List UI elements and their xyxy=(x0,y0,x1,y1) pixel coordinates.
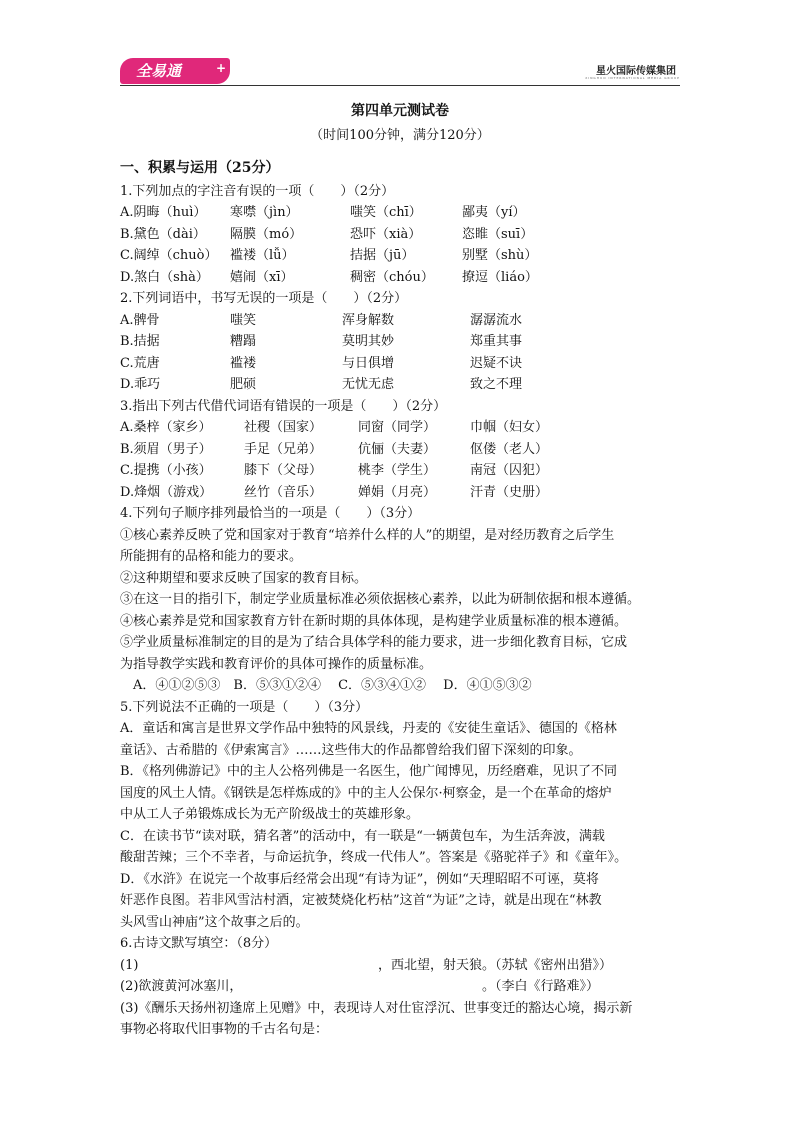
question-stem: 4.下列句子顺序排列最恰当的一项是（ ）（3分） xyxy=(120,506,421,521)
section-heading: 一、积累与运用（25分） xyxy=(120,160,280,176)
option-cell: A.桑梓（家乡） xyxy=(120,420,212,435)
option-cell: D.烽烟（游戏） xyxy=(120,484,213,500)
option-cell: 与日俱增 xyxy=(342,355,395,371)
blank-suffix: ，西北望，射天狼。（苏轼《密州出猎》） xyxy=(378,957,613,973)
option-cell: 别墅（shù） xyxy=(462,248,538,263)
question-stem: 3.指出下列古代借代词语有错误的一项是（ ）（2分） xyxy=(120,398,447,414)
publisher-subtitle: XINGHUO INTERNATIONAL MEDIA GROUP xyxy=(585,76,680,80)
option-cell: 褴褛（lǚ） xyxy=(230,248,295,263)
text-line: ③在这一目的指引下，制定学业质量标准必须依据核心素养，以此为研制依据和根本遵循。 xyxy=(120,592,641,607)
text-line: 奸恶作良图。若非风雪沽村酒，定被焚烧化朽枯”这首“为证”之诗，就是出现在“林教 xyxy=(120,893,602,908)
question-3 xyxy=(120,396,680,504)
option-cell: 社稷（国家） xyxy=(244,420,323,435)
option-cell: 嗤笑 xyxy=(230,312,257,328)
option-row xyxy=(120,267,680,289)
question-stem: 2.下列词语中，书写无误的一项是（ ）（2分） xyxy=(120,291,408,306)
option-cell: C.荒唐 xyxy=(120,355,160,371)
exam-content xyxy=(120,158,680,1041)
option-cell: 嗤笑（chī） xyxy=(350,205,422,220)
option-cell: 丝竹（音乐） xyxy=(244,484,323,500)
text-line: 酸甜苦辣；三个不幸者，与命运抗争，终成一代伟人”。答案是《骆驼祥子》和《童年》。 xyxy=(120,850,628,865)
fill-blank-line xyxy=(120,955,680,977)
text-line: D．《水浒》在说完一个故事后经常会出现“有诗为证”，例如“天理昭昭不可诬，莫将 xyxy=(120,871,599,887)
blank-suffix: 。（李白《行路难》） xyxy=(482,979,600,994)
text-line: 国度的风土人情。《钢铁是怎样炼成的》中的主人公保尔·柯察金，是一个在革命的熔炉 xyxy=(120,785,612,801)
question-2 xyxy=(120,288,680,396)
question-stem: 6.古诗文默写填空：（8分） xyxy=(120,936,278,951)
text-line: 所能拥有的品格和能力的要求。 xyxy=(120,549,303,564)
option-cell: B.须眉（男子） xyxy=(120,441,212,457)
option-cell: C.阔绰（chuò） xyxy=(120,248,218,263)
option-row xyxy=(120,331,680,353)
fill-blank-line xyxy=(120,976,680,998)
question-5 xyxy=(120,697,680,934)
text-line: 中从工人子弟锻炼成长为无产阶级战士的英雄形象。 xyxy=(120,807,420,822)
option-cell: B.黛色（dài） xyxy=(120,226,206,242)
text-line: 为指导教学实践和教育评价的具体可操作的质量标准。 xyxy=(120,656,433,672)
option-row xyxy=(120,245,680,267)
text-line: C．在读书节“读对联，猜名著”的活动中，有一联是“一辆黄包车，为生活奔波，满载 xyxy=(120,828,605,844)
option-cell: 稠密（chóu） xyxy=(350,269,434,285)
logo-plus: + xyxy=(216,61,227,75)
option-cell: 嬉闹（xī） xyxy=(230,269,294,285)
text-line: ⑤学业质量标准制定的目的是为了结合具体学科的能力要求，进一步细化教育目标，它成 xyxy=(120,635,628,650)
text-line: A．童话和寓言是世界文学作品中独特的风景线，丹麦的《安徒生童话》、德国的《格林 xyxy=(120,721,617,736)
option-cell: 无忧无虑 xyxy=(342,377,395,392)
option-cell: 寒噤（jìn） xyxy=(230,205,299,220)
option-cell: 潺潺流水 xyxy=(470,312,523,328)
publisher-name: 星火国际传媒集团 xyxy=(596,66,676,77)
option-cell: 鄙夷（yí） xyxy=(462,205,526,220)
text-line: 事物必将取代旧事物的千古名句是： xyxy=(120,1022,329,1037)
option-cell: 伉俪（夫妻） xyxy=(358,441,437,457)
option-cell: 桃李（学生） xyxy=(358,463,437,478)
option-cell: 手足（兄弟） xyxy=(244,441,323,457)
option-cell: 拮据（jū） xyxy=(350,248,415,263)
option-cell: 迟疑不诀 xyxy=(470,355,523,371)
option-cell: A.髀骨 xyxy=(120,312,160,328)
exam-subtitle: （时间100分钟，满分120分） xyxy=(310,128,490,143)
option-row xyxy=(120,224,680,246)
option-row xyxy=(120,353,680,375)
option-row xyxy=(120,374,680,396)
exam-title: 第四单元测试卷 xyxy=(351,103,449,119)
option-row xyxy=(120,482,680,504)
option-row xyxy=(120,460,680,482)
logo-text: 全易通 xyxy=(136,62,182,80)
option-row xyxy=(120,439,680,461)
question-1 xyxy=(120,181,680,289)
blank-prefix: (1) xyxy=(120,957,139,973)
question-stem: 5.下列说法不正确的一项是（ ）（3分） xyxy=(120,699,369,715)
option-cell: 恐吓（xià） xyxy=(350,226,422,242)
option-cell: C.提携（小孩） xyxy=(120,463,212,478)
text-line: 头风雪山神庙”这个故事之后的。 xyxy=(120,914,309,930)
option-cell: 同窗（同学） xyxy=(358,420,437,435)
option-cell: D.煞白（shà） xyxy=(120,269,209,285)
text-line: 童话》、古希腊的《伊索寓言》……这些伟大的作品都曾给我们留下深刻的印象。 xyxy=(120,742,582,758)
option-cell: 伛偻（老人） xyxy=(470,441,549,457)
option-cell: 莫明其妙 xyxy=(342,334,395,349)
question-stem: 1.下列加点的字注音有误的一项（ ）（2分） xyxy=(120,183,395,199)
option-cell: 糟蹋 xyxy=(230,334,257,349)
question-4 xyxy=(120,503,680,697)
option-cell: 浑身解数 xyxy=(342,312,395,328)
option-cell: D.乖巧 xyxy=(120,377,161,392)
text-line: ②这种期望和要求反映了国家的教育目标。 xyxy=(120,570,368,586)
option-cell: 撩逗（liáo） xyxy=(462,269,538,285)
text-line: ①核心素养反映了党和国家对于教育“培养什么样的人”的期望，是对经历教育之后学生 xyxy=(120,527,615,543)
option-row xyxy=(120,310,680,332)
blank-prefix: (2)欲渡黄河冰塞川， xyxy=(120,979,243,994)
option-cell: 褴褛 xyxy=(230,355,257,371)
option-cell: 肥硕 xyxy=(230,377,257,392)
option-cell: A.阴晦（huì） xyxy=(120,205,207,220)
option-cell: B.拮据 xyxy=(120,334,160,349)
option-cell: 南冠（囚犯） xyxy=(470,463,549,478)
option-cell: 膝下（父母） xyxy=(244,463,323,478)
option-cell: 汗青（史册） xyxy=(470,484,549,500)
page-header xyxy=(120,56,680,84)
brand-logo xyxy=(120,58,230,84)
option-row xyxy=(120,417,680,439)
text-line: ④核心素养是党和国家教育方针在新时期的具体体现，是构建学业质量标准的根本遵循。 xyxy=(120,613,628,629)
question-6 xyxy=(120,933,680,1041)
option-row xyxy=(120,202,680,224)
option-cell: 隔膜（mó） xyxy=(230,226,303,242)
header-divider xyxy=(120,85,680,86)
option-cell: 致之不理 xyxy=(470,377,523,392)
answer-options: A．④①②⑤③ B．⑤③①②④ C．⑤③④①② D．④①⑤③② xyxy=(120,678,532,693)
option-cell: 郑重其事 xyxy=(470,334,523,349)
option-cell: 恣睢（suī） xyxy=(462,226,534,242)
option-cell: 巾帼（妇女） xyxy=(470,420,549,435)
text-line: B．《格列佛游记》中的主人公格列佛是一名医生，他广闻博见，历经磨难，见识了不同 xyxy=(120,764,618,779)
option-cell: 婵娟（月亮） xyxy=(358,484,437,500)
text-line: (3)《酬乐天扬州初逢席上见赠》中，表现诗人对仕宦浮沉、世事变迁的豁达心境，揭示新 xyxy=(120,1000,633,1016)
